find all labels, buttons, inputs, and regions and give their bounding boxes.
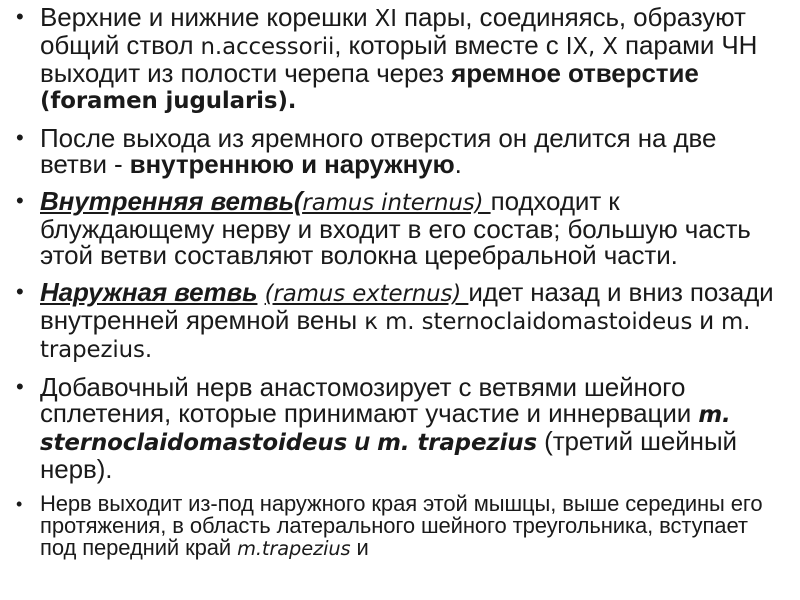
text: После выхода из яремного отверстия он делится на две ветви - (40, 123, 717, 179)
text: Нерв выходит из-под наружного края этой мышцы, выше середины его протяжения, в область латерального шейного треугольника, вступает под передний край (40, 491, 763, 560)
text: Верхние и нижние корешки (40, 2, 375, 32)
text: подходит к блуждающему нерву и входит в его состав; большую часть этой ветви составляют волокна церебральной части. (40, 186, 751, 270)
text: и (350, 535, 369, 560)
term-latin: m. sternoclaidomastoideus (385, 309, 693, 335)
text: . (454, 149, 462, 179)
term-latin: m. sternoclaidomastoideus (40, 402, 731, 456)
bullet-dot-icon: • (16, 374, 24, 399)
bullet-4 (12, 279, 786, 363)
term-bold-italic: Внутренняя ветвь( (40, 186, 303, 216)
term-latin: m. trapezius. (40, 309, 751, 363)
bullet-6 (12, 493, 786, 560)
bullet-dot-icon: • (16, 279, 24, 304)
bullet-5 (12, 374, 786, 482)
bullet-dot-icon: • (16, 125, 24, 150)
text: Добавочный нерв анастомозирует с ветвями шейного сплетения, которые принимают участие и иннервации (40, 372, 699, 428)
text: , который вместе с (334, 30, 566, 60)
bullet-dot-icon: • (16, 188, 24, 213)
text: парами ЧН выходит из полости черепа через (40, 30, 758, 88)
term-bold: внутреннюю и наружную (129, 149, 455, 179)
term-latin: (ramus externus) (264, 281, 469, 307)
text: и (347, 426, 378, 456)
term-latin: ramus internus) (302, 190, 491, 216)
bullet-2 (12, 125, 786, 177)
bullet-list (12, 4, 786, 560)
text: пары, соединяясь, образуют общий ствол (40, 2, 746, 60)
bullet-dot-icon: • (16, 4, 24, 29)
text: n.accessorii (200, 34, 335, 60)
term-bold: яремное отверстие (451, 58, 699, 88)
text: XI (374, 6, 397, 32)
bullet-3 (12, 188, 786, 268)
term-latin: (foramen jugularis). (40, 88, 297, 114)
text: IX, X (565, 34, 618, 60)
bullet-1 (12, 4, 786, 114)
term-bold-italic: Наружная ветвь (40, 277, 258, 307)
bullet-dot-icon: • (16, 494, 23, 514)
text (257, 277, 264, 307)
text: к (364, 309, 386, 335)
text: идет назад и вниз позади внутренней яремной вены (40, 277, 774, 335)
term-latin: m. trapezius (377, 430, 538, 456)
text: (третий шейный нерв). (40, 426, 737, 484)
term-latin: m.trapezius (237, 537, 351, 560)
text: и (692, 305, 721, 335)
